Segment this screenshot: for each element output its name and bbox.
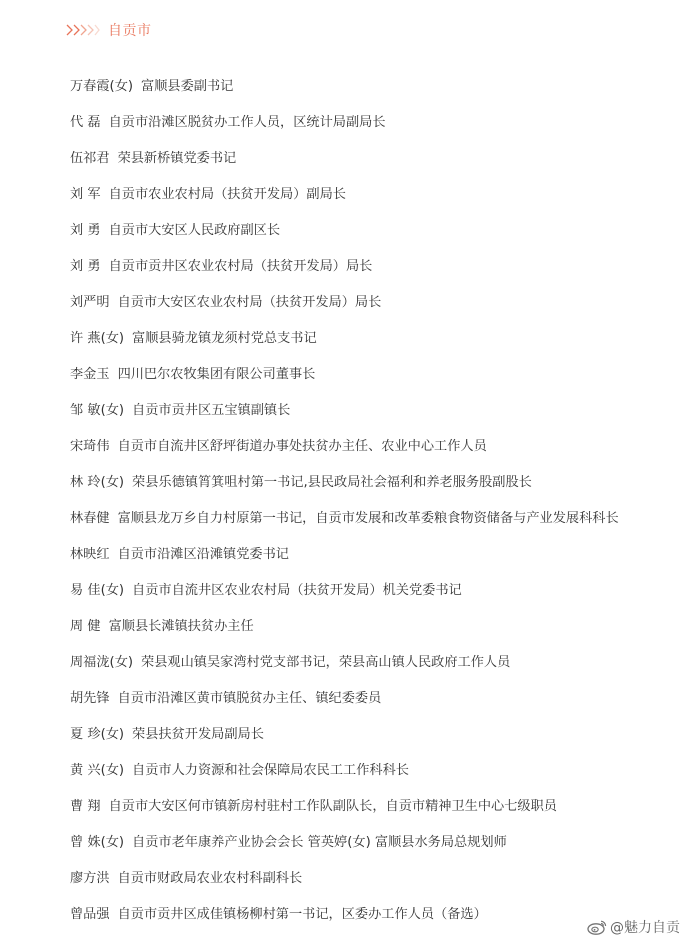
list-item [70, 426, 619, 462]
person-name: 廖方洪 [70, 870, 110, 886]
person-title: 富顺县骑龙镇龙须村党总支书记 [132, 330, 317, 346]
person-name: 刘 勇 [70, 258, 101, 274]
person-title: 自贡市财政局农业农村科副科长 [117, 870, 303, 886]
person-name: 宋琦伟 [70, 438, 110, 454]
person-title: 自贡市沿滩区脱贫办工作人员，区统计局副局长 [108, 114, 386, 130]
person-title: 自贡市贡井区农业农村局（扶贫开发局）局长 [108, 258, 373, 274]
person-name: 曾品强 [70, 906, 110, 922]
list-item [70, 390, 619, 426]
list-item [70, 714, 619, 750]
person-title: 荣县扶贫开发局副局长 [132, 726, 264, 742]
list-item [70, 570, 619, 606]
person-title: 富顺县龙万乡自力村原第一书记，自贡市发展和改革委粮食物资储备与产业发展科科长 [117, 510, 619, 526]
person-name: 曹 翔 [70, 798, 101, 814]
person-title: 自贡市自流井区舒坪街道办事处扶贫办主任、农业中心工作人员 [117, 438, 487, 454]
list-item [70, 498, 619, 534]
list-item [70, 246, 619, 282]
list-item [70, 102, 619, 138]
person-name: 曾 姝(女) [70, 834, 125, 850]
person-title: 富顺县长滩镇扶贫办主任 [108, 618, 254, 634]
person-name: 刘 军 [70, 186, 101, 202]
person-title: 富顺县委副书记 [141, 78, 234, 94]
person-title: 自贡市大安区人民政府副区长 [108, 222, 281, 238]
person-name: 林 玲(女) [70, 474, 125, 490]
person-title: 荣县乐德镇筲箕咀村第一书记,县民政局社会福利和养老服务股副股长 [132, 474, 532, 490]
person-title: 自贡市大安区何市镇新房村驻村工作队副队长，自贡市精神卫生中心七级职员 [108, 798, 557, 814]
person-name: 李金玉 [70, 366, 110, 382]
watermark [587, 917, 680, 937]
personnel-list [70, 66, 619, 930]
list-item [70, 138, 619, 174]
person-title: 自贡市自流井区农业农村局（扶贫开发局）机关党委书记 [132, 582, 462, 598]
section-title: 自贡市 [108, 23, 152, 39]
person-title: 四川巴尔农牧集团有限公司董事长 [117, 366, 316, 382]
list-item [70, 534, 619, 570]
person-name: 刘严明 [70, 294, 110, 310]
list-item [70, 462, 619, 498]
person-title: 自贡市沿滩区黄市镇脱贫办主任、镇纪委委员 [117, 690, 382, 706]
person-title: 荣县观山镇吴家湾村党支部书记，荣县高山镇人民政府工作人员 [141, 654, 511, 670]
person-name: 黄 兴(女) [70, 762, 125, 778]
list-item [70, 318, 619, 354]
person-title: 自贡市老年康养产业协会会长 管英婷(女) 富顺县水务局总规划师 [132, 834, 507, 850]
double-chevron-right-icon [66, 24, 100, 36]
person-title: 自贡市大安区农业农村局（扶贫开发局）局长 [117, 294, 382, 310]
person-name: 万春霞(女) [70, 78, 134, 94]
list-item [70, 354, 619, 390]
list-item [70, 750, 619, 786]
list-item [70, 678, 619, 714]
person-name: 伍祁君 [70, 150, 110, 166]
person-name: 易 佳(女) [70, 582, 125, 598]
weibo-logo-icon [587, 919, 607, 935]
person-name: 许 燕(女) [70, 330, 125, 346]
person-title: 自贡市贡井区五宝镇副镇长 [132, 402, 291, 418]
list-item [70, 210, 619, 246]
section-header [66, 19, 152, 41]
list-item [70, 786, 619, 822]
person-title: 自贡市贡井区成佳镇杨柳村第一书记，区委办工作人员（备选） [117, 906, 487, 922]
person-name: 夏 珍(女) [70, 726, 125, 742]
person-name: 代 磊 [70, 114, 101, 130]
person-title: 自贡市人力资源和社会保障局农民工工作科科长 [132, 762, 409, 778]
person-name: 林春健 [70, 510, 110, 526]
list-item [70, 894, 619, 930]
list-item [70, 66, 619, 102]
person-title: 荣县新桥镇党委书记 [117, 150, 237, 166]
person-name: 邹 敏(女) [70, 402, 125, 418]
person-name: 周 健 [70, 618, 101, 634]
list-item [70, 606, 619, 642]
list-item [70, 174, 619, 210]
person-title: 自贡市农业农村局（扶贫开发局）副局长 [108, 186, 346, 202]
person-name: 胡先锋 [70, 690, 110, 706]
list-item [70, 858, 619, 894]
person-title: 自贡市沿滩区沿滩镇党委书记 [117, 546, 289, 562]
person-name: 周福泷(女) [70, 654, 134, 670]
list-item [70, 282, 619, 318]
list-item [70, 822, 619, 858]
person-name: 林映红 [70, 546, 110, 562]
watermark-text: @魅力自贡 [610, 920, 680, 936]
list-item [70, 642, 619, 678]
person-name: 刘 勇 [70, 222, 101, 238]
